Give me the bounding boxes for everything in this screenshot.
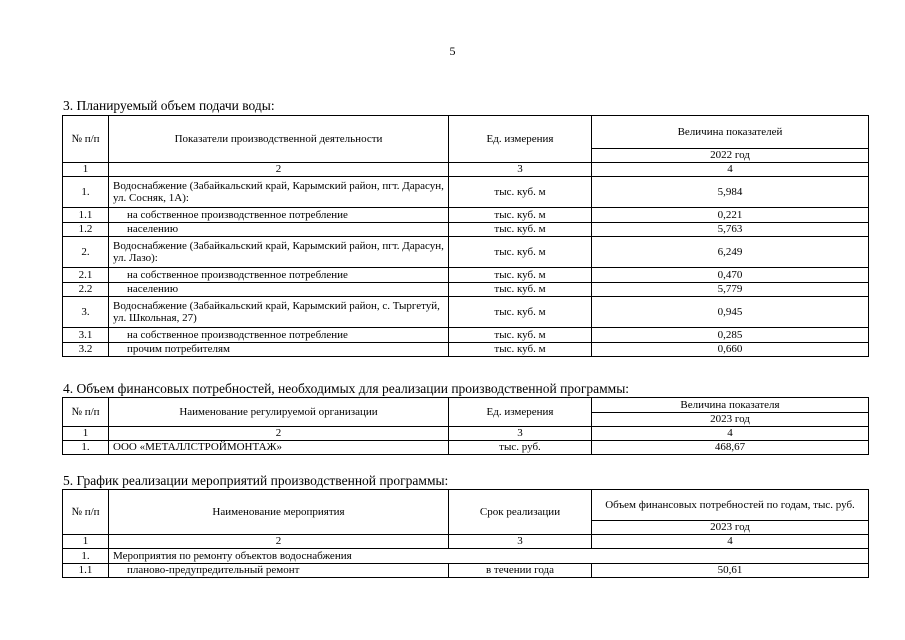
row-num: 1.2	[63, 223, 109, 237]
row-num: 1.	[63, 441, 109, 455]
row-num: 3.	[63, 297, 109, 328]
header-value: Объем финансовых потребностей по годам, тыс. руб.	[592, 490, 869, 521]
col-number: 4	[592, 427, 869, 441]
header-unit: Ед. измерения	[449, 398, 592, 427]
col-number: 3	[449, 427, 592, 441]
col-number: 2	[109, 427, 449, 441]
row-value: 5,763	[592, 223, 869, 237]
row-unit: тыс. куб. м	[449, 177, 592, 208]
col-number: 1	[63, 535, 109, 549]
header-num: № п/п	[63, 490, 109, 535]
row-name: планово-предупредительный ремонт	[109, 564, 449, 578]
row-value: 0,221	[592, 208, 869, 223]
table-row	[63, 343, 869, 357]
row-unit: тыс. куб. м	[449, 283, 592, 297]
numbering-row	[63, 535, 869, 549]
row-unit: тыс. куб. м	[449, 328, 592, 343]
header-value: Величина показателей	[592, 116, 869, 149]
header-value: Величина показателя	[592, 398, 869, 413]
row-term: в течении года	[449, 564, 592, 578]
col-number: 2	[109, 535, 449, 549]
row-value: 6,249	[592, 237, 869, 268]
section-3-title: 3. Планируемый объем подачи воды:	[63, 98, 275, 113]
col-number: 3	[449, 163, 592, 177]
row-name: прочим потребителям	[109, 343, 449, 357]
row-name: Водоснабжение (Забайкальский край, Карымский район, с. Тыргетуй, ул. Школьная, 27)	[109, 297, 449, 328]
water-supply-table	[62, 115, 869, 357]
header-num: № п/п	[63, 116, 109, 163]
row-value: 50,61	[592, 564, 869, 578]
row-unit: тыс. куб. м	[449, 297, 592, 328]
row-name: Водоснабжение (Забайкальский край, Карымский район, пгт. Дарасун, ул. Лазо):	[109, 237, 449, 268]
table-row	[63, 268, 869, 283]
financial-needs-table	[62, 397, 869, 455]
section-4-title: 4. Объем финансовых потребностей, необходимых для реализации производственной программы:	[63, 381, 630, 396]
table-row	[63, 297, 869, 328]
row-unit: тыс. куб. м	[449, 268, 592, 283]
row-name: на собственное производственное потребление	[109, 268, 449, 283]
row-value: 0,285	[592, 328, 869, 343]
header-indicator: Показатели производственной деятельности	[109, 116, 449, 163]
row-num: 1.	[63, 549, 109, 564]
row-unit: тыс. куб. м	[449, 208, 592, 223]
header-unit: Ед. измерения	[449, 116, 592, 163]
row-name: на собственное производственное потребление	[109, 208, 449, 223]
row-value: 5,779	[592, 283, 869, 297]
row-name: Мероприятия по ремонту объектов водоснабжения	[109, 549, 869, 564]
header-year: 2023 год	[592, 413, 869, 427]
table-row	[63, 564, 869, 578]
col-number: 2	[109, 163, 449, 177]
header-year: 2022 год	[592, 149, 869, 163]
col-number: 3	[449, 535, 592, 549]
table-row	[63, 223, 869, 237]
col-number: 1	[63, 427, 109, 441]
page-number: 5	[449, 44, 456, 58]
table-row	[63, 328, 869, 343]
col-number: 1	[63, 163, 109, 177]
row-name: ООО «МЕТАЛЛСТРОЙМОНТАЖ»	[109, 441, 449, 455]
row-num: 2.2	[63, 283, 109, 297]
schedule-table	[62, 489, 869, 578]
row-value: 0,945	[592, 297, 869, 328]
row-num: 1.1	[63, 208, 109, 223]
row-unit: тыс. куб. м	[449, 343, 592, 357]
numbering-row	[63, 427, 869, 441]
row-num: 1.	[63, 177, 109, 208]
row-value: 0,470	[592, 268, 869, 283]
table-row	[63, 208, 869, 223]
table-row	[63, 237, 869, 268]
row-name: населению	[109, 283, 449, 297]
row-unit: тыс. руб.	[449, 441, 592, 455]
table-row	[63, 177, 869, 208]
group-row	[63, 549, 869, 564]
header-num: № п/п	[63, 398, 109, 427]
row-unit: тыс. куб. м	[449, 223, 592, 237]
row-value: 5,984	[592, 177, 869, 208]
row-value: 468,67	[592, 441, 869, 455]
header-event: Наименование мероприятия	[109, 490, 449, 535]
row-num: 3.2	[63, 343, 109, 357]
section-5-title: 5. График реализации мероприятий производственной программы:	[63, 473, 449, 488]
col-number: 4	[592, 163, 869, 177]
row-name: на собственное производственное потребление	[109, 328, 449, 343]
row-num: 3.1	[63, 328, 109, 343]
row-unit: тыс. куб. м	[449, 237, 592, 268]
row-num: 1.1	[63, 564, 109, 578]
row-num: 2.1	[63, 268, 109, 283]
header-org: Наименование регулируемой организации	[109, 398, 449, 427]
header-year: 2023 год	[592, 521, 869, 535]
row-num: 2.	[63, 237, 109, 268]
table-row	[63, 283, 869, 297]
col-number: 4	[592, 535, 869, 549]
row-name: населению	[109, 223, 449, 237]
header-term: Срок реализации	[449, 490, 592, 535]
numbering-row	[63, 163, 869, 177]
table-row	[63, 441, 869, 455]
row-name: Водоснабжение (Забайкальский край, Карымский район, пгт. Дарасун, ул. Сосняк, 1А):	[109, 177, 449, 208]
row-value: 0,660	[592, 343, 869, 357]
